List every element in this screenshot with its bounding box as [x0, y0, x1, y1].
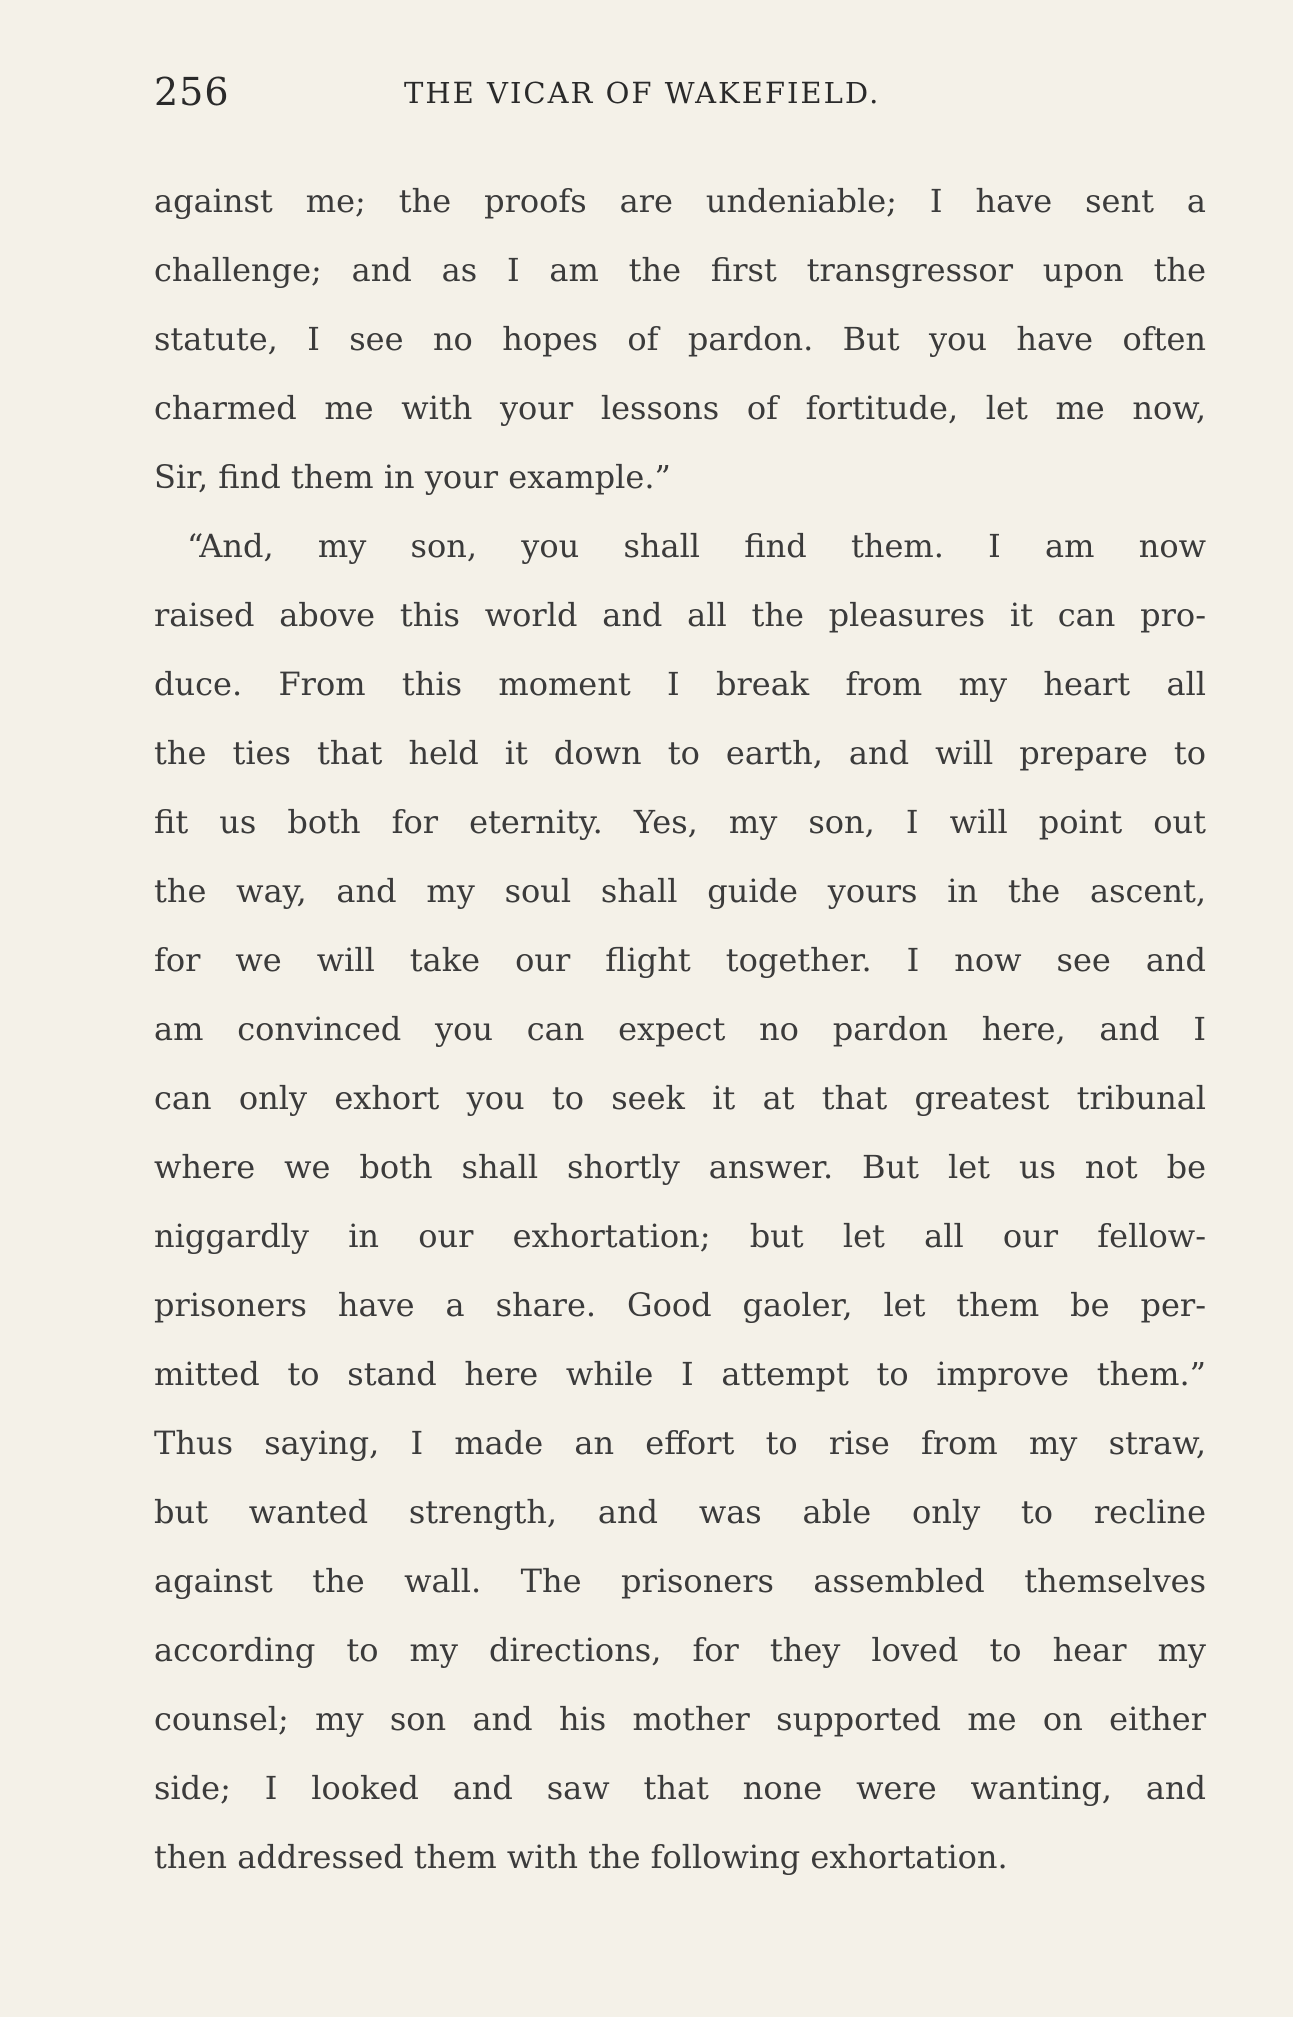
text-line: Sir, find them in your example.”	[154, 458, 671, 496]
text-line: charmed me with your lessons of fortitude, let me now,	[154, 389, 1206, 427]
text-line: where we both shall shortly answer. But let us not be	[154, 1148, 1206, 1186]
running-title: THE VICAR OF WAKEFIELD.	[404, 76, 881, 110]
text-line: statute, I see no hopes of pardon. But you have often	[154, 320, 1206, 358]
text-line: the ties that held it down to earth, and will prepare to	[154, 734, 1206, 772]
text-line: Thus saying, I made an effort to rise from my straw,	[154, 1424, 1206, 1462]
text-line: side; I looked and saw that none were wanting, and	[154, 1769, 1206, 1807]
text-line: am convinced you can expect no pardon here, and I	[154, 1010, 1206, 1048]
text-line: the way, and my soul shall guide yours in the ascent,	[154, 872, 1206, 910]
text-line: mitted to stand here while I attempt to improve them.”	[154, 1355, 1206, 1393]
text-line: fit us both for eternity. Yes, my son, I will point out	[154, 803, 1206, 841]
text-line: for we will take our flight together. I now see and	[154, 941, 1206, 979]
text-line: can only exhort you to seek it at that greatest tribunal	[154, 1079, 1206, 1117]
text-line: counsel; my son and his mother supported me on either	[154, 1700, 1206, 1738]
text-line: niggardly in our exhortation; but let all our fellow-	[154, 1217, 1206, 1255]
text-line: but wanted strength, and was able only to recline	[154, 1493, 1206, 1531]
text-line: prisoners have a share. Good gaoler, let them be per-	[154, 1286, 1206, 1324]
text-line: against the wall. The prisoners assembled themselves	[154, 1562, 1206, 1600]
page-number: 256	[154, 70, 230, 114]
text-line: “And, my son, you shall find them. I am now	[187, 527, 1206, 565]
page-header	[154, 70, 1206, 130]
text-line: challenge; and as I am the first transgressor upon the	[154, 251, 1206, 289]
text-line: according to my directions, for they loved to hear my	[154, 1631, 1206, 1669]
text-line: against me; the proofs are undeniable; I have sent a	[154, 182, 1206, 220]
body-text	[154, 167, 1206, 1892]
text-line: then addressed them with the following exhortation.	[154, 1838, 1008, 1876]
text-line: duce. From this moment I break from my heart all	[154, 665, 1206, 703]
text-line: raised above this world and all the pleasures it can pro-	[154, 596, 1206, 634]
